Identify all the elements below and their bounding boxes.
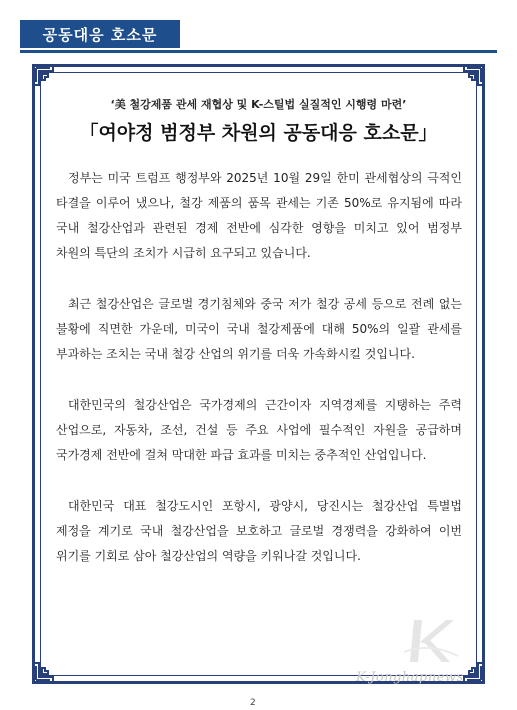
document-subtitle: ‘美 철강제품 관세 재협상 및 K-스틸법 실질적인 시행령 마련’ — [110, 98, 407, 111]
header-tab — [20, 20, 180, 48]
page-number: 2 — [250, 698, 256, 708]
body-paragraph: 정부는 미국 트럼프 행정부와 2025년 10월 29일 한미 관세협상의 극적인 타결을 이루어 냈으나, 철강 제품의 품목 관세는 기존 50%로 유지됨에 따라 국내 철강산업과 관련된 경제 전반에 심각한 영향을 미치고 있어 범정부 차원의 특단의 조치가 시급히 요구되고 있습니다. — [56, 171, 462, 260]
header-rule — [20, 50, 497, 53]
document-title: 「여야정 범정부 차원의 공동대응 호소문」 — [79, 122, 438, 144]
body-paragraph: 최근 철강산업은 글로벌 경기침체와 중국 저가 철강 공세 등으로 전례 없는 불황에 직면한 가운데, 미국이 국내 철강제품에 대해 50%의 일괄 관세를 부과하는 조치는 국내 철강 산업의 위기를 더욱 가속화시킬 것입니다. — [56, 297, 462, 361]
document-body — [56, 166, 462, 595]
greek-key-corner-icon — [31, 63, 55, 87]
k-logo-icon — [400, 612, 460, 672]
greek-key-corner-icon — [462, 661, 486, 685]
header-tab-label: 공동대응 호소문 — [42, 25, 158, 44]
body-paragraph: 대한민국 대표 철강도시인 포항시, 광양시, 당진시는 철강산업 특별법 제정을 계기로 국내 철강산업을 보호하고 글로벌 경쟁력을 강화하여 이번 위기를 기회로 삼아 철강산업의 역량을 키워나갈 것입니다. — [56, 499, 462, 563]
body-paragraph: 대한민국의 철강산업은 국가경제의 근간이자 지역경제를 지탱하는 주력 산업으로, 자동차, 조선, 건설 등 주요 사업에 필수적인 자원을 공급하며 국가경제 전반에 걸쳐 막대한 파급 효과를 미치는 중추적인 산업입니다. — [56, 398, 462, 462]
greek-key-corner-icon — [31, 661, 55, 685]
watermark-text: K-Jonghapnews — [356, 670, 464, 685]
greek-key-corner-icon — [462, 63, 486, 87]
